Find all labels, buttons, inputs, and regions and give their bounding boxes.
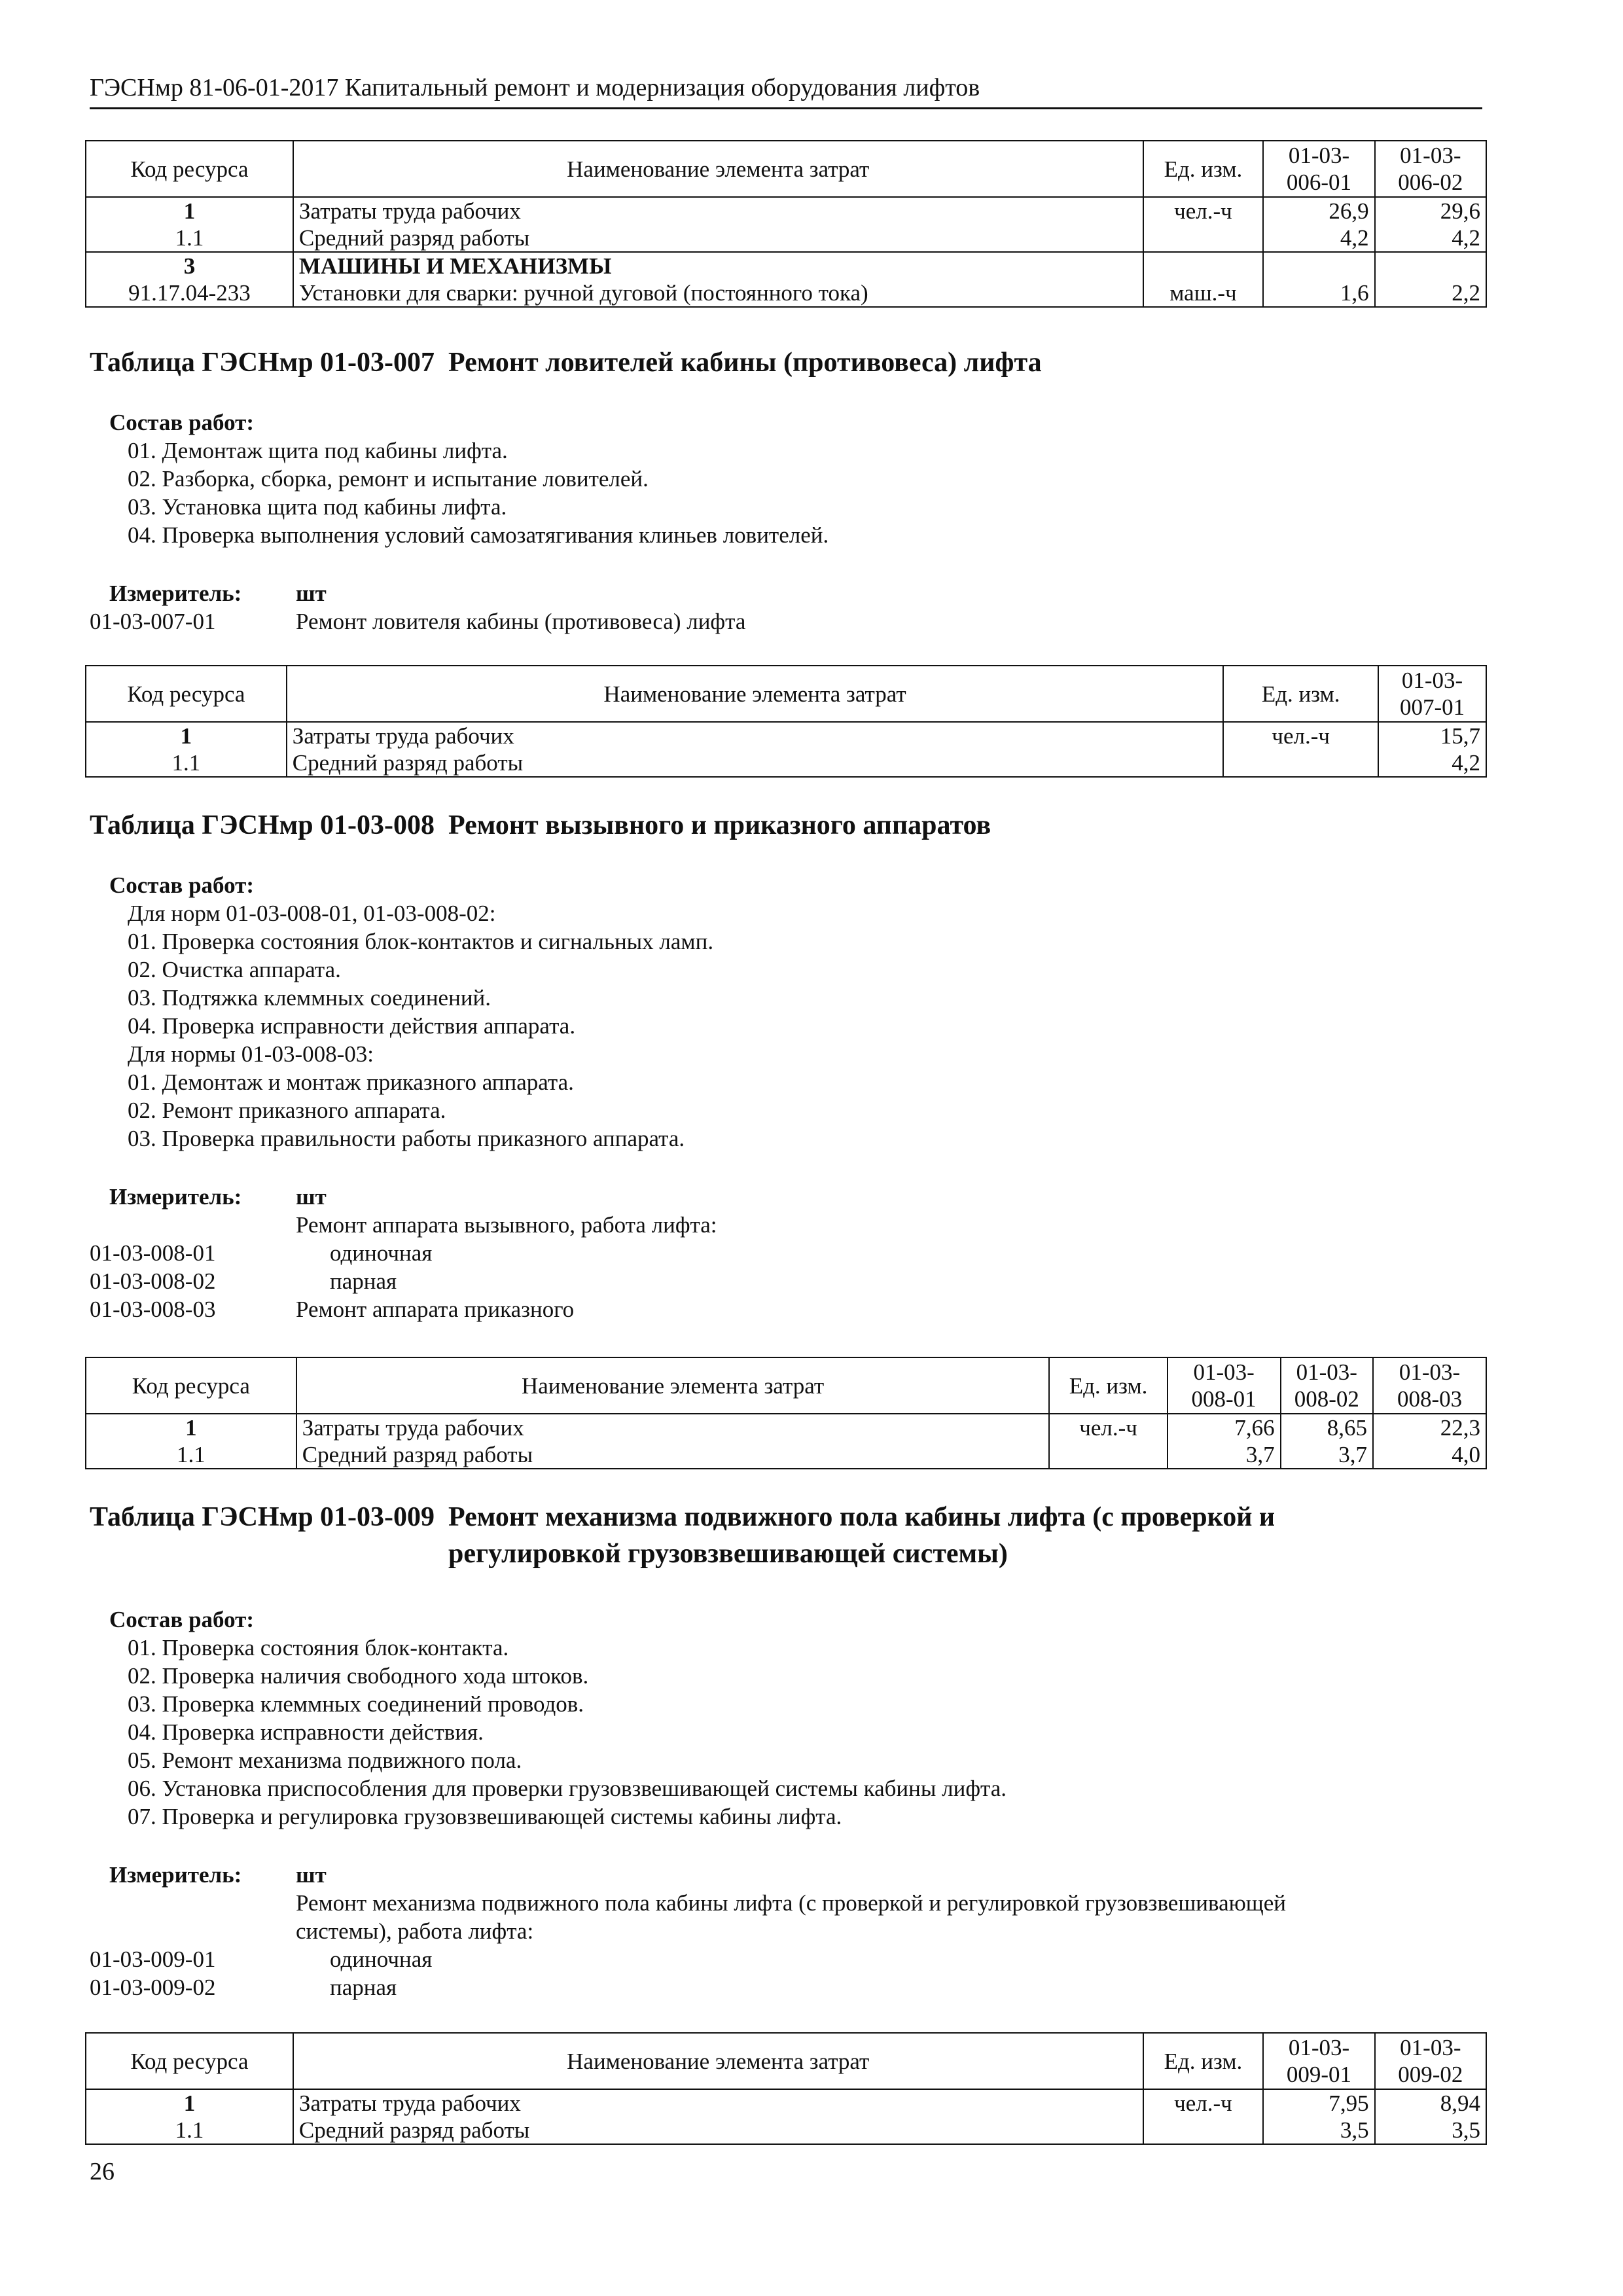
row-unit (1049, 1441, 1167, 1469)
row-unit (1143, 2117, 1264, 2144)
row-name: Установки для сварки: ручной дуговой (постоянного тока) (293, 279, 1143, 307)
row-unit (1143, 252, 1264, 279)
list-item (90, 607, 1497, 636)
table-row (86, 2117, 1486, 2144)
item-code: 01-03-008-01 (90, 1240, 216, 1266)
list-item: 01. Демонтаж щита под кабины лифта. (128, 438, 508, 463)
header-col-1: 01-03- 006-01 (1263, 141, 1374, 197)
item-code: 01-03-007-01 (90, 609, 216, 634)
row-code: 1.1 (86, 749, 287, 777)
header-unit: Ед. изм. (1049, 1357, 1167, 1414)
row-value: 26,9 (1263, 197, 1374, 224)
list-item (90, 1945, 1497, 1973)
table-title: регулировкой грузовзвешивающей системы) (448, 1539, 1008, 1569)
table-number: Таблица ГЭСНмр 01-03-008 (90, 810, 435, 840)
table-row (86, 252, 1486, 279)
row-name: Средний разряд работы (293, 224, 1143, 252)
row-value: 3,5 (1263, 2117, 1374, 2144)
header-col-2: 01-03- 009-02 (1375, 2033, 1486, 2089)
row-value: 4,0 (1373, 1441, 1486, 1469)
header-name: Наименование элемента затрат (293, 2033, 1143, 2089)
page-header: ГЭСНмр 81-06-01-2017 Капитальный ремонт и модернизация оборудования лифтов (90, 73, 1482, 109)
header-col-2: 01-03- 006-02 (1375, 141, 1486, 197)
row-value: 4,2 (1375, 224, 1486, 252)
meter-008 (90, 1183, 1497, 1323)
row-value: 15,7 (1378, 722, 1486, 749)
header-code: Код ресурса (86, 2033, 293, 2089)
row-code: 3 (86, 252, 293, 279)
header-unit: Ед. изм. (1143, 141, 1264, 197)
list-item: 01. Демонтаж и монтаж приказного аппарата. (128, 1069, 574, 1095)
row-code: 1.1 (86, 1441, 296, 1469)
row-value: 7,95 (1263, 2089, 1374, 2117)
item-code: 01-03-009-01 (90, 1946, 216, 1972)
list-item: 01. Проверка состояния блок-контакта. (128, 1635, 509, 1660)
row-unit: чел.-ч (1143, 197, 1264, 224)
list-item: 03. Проверка клеммных соединений проводов. (128, 1691, 584, 1717)
row-name: Затраты труда рабочих (293, 2089, 1143, 2117)
works-009 (90, 1605, 1497, 1831)
list-item: 04. Проверка исправности действия. (128, 1719, 484, 1745)
list-item: 02. Разборка, сборка, ремонт и испытание ловителей. (128, 466, 649, 492)
meter-unit: шт (296, 1184, 327, 1210)
list-item: 03. Подтяжка клеммных соединений. (128, 985, 491, 1011)
table-row (86, 1414, 1486, 1441)
list-item: 02. Проверка наличия свободного хода штоков. (128, 1663, 589, 1689)
list-item: Для нормы 01-03-008-03: (128, 1041, 374, 1067)
list-item: 06. Установка приспособления для проверки грузовзвешивающей системы кабины лифта. (128, 1776, 1007, 1801)
row-value: 22,3 (1373, 1414, 1486, 1441)
item-name: Ремонт ловителя кабины (противовеса) лифта (296, 609, 746, 634)
item-name: парная (330, 1975, 397, 2000)
table-row (86, 197, 1486, 224)
row-name: Средний разряд работы (293, 2117, 1143, 2144)
header-name: Наименование элемента затрат (293, 141, 1143, 197)
row-value: 7,66 (1168, 1414, 1281, 1441)
row-value: 8,65 (1281, 1414, 1373, 1441)
works-label: Состав работ: (109, 410, 254, 435)
row-value (1263, 252, 1374, 279)
row-value: 29,6 (1375, 197, 1486, 224)
list-item: 05. Ремонт механизма подвижного пола. (128, 1748, 522, 1773)
table-row (86, 279, 1486, 307)
header-code: Код ресурса (86, 1357, 296, 1414)
list-item: 03. Установка щита под кабины лифта. (128, 494, 507, 520)
page-number: 26 (90, 2158, 115, 2185)
item-code: 01-03-009-02 (90, 1975, 216, 2000)
header-unit: Ед. изм. (1223, 666, 1378, 722)
meter-009 (90, 1861, 1497, 2001)
table-title: Ремонт вызывного и приказного аппаратов (448, 810, 991, 840)
table-008 (85, 1357, 1487, 1469)
row-code: 1 (86, 1414, 296, 1441)
header-name: Наименование элемента затрат (287, 666, 1224, 722)
item-name: Ремонт аппарата приказного (296, 1297, 575, 1322)
list-item: 04. Проверка выполнения условий самозатягивания клиньев ловителей. (128, 522, 829, 548)
meter-label: Измеритель: (109, 581, 242, 606)
row-unit (1143, 224, 1264, 252)
header-name: Наименование элемента затрат (296, 1357, 1050, 1414)
row-name: Средний разряд работы (287, 749, 1224, 777)
row-value: 4,2 (1263, 224, 1374, 252)
list-item (90, 1239, 1497, 1267)
row-value (1375, 252, 1486, 279)
meter-heading: Ремонт аппарата вызывного, работа лифта: (296, 1212, 717, 1238)
item-name: парная (330, 1268, 397, 1294)
row-code: 1 (86, 197, 293, 224)
item-code: 01-03-008-03 (90, 1297, 216, 1322)
table-row (86, 2089, 1486, 2117)
row-code: 1.1 (86, 224, 293, 252)
row-code: 91.17.04-233 (86, 279, 293, 307)
list-item (90, 1295, 1497, 1323)
table-006 (85, 140, 1487, 308)
row-name: Затраты труда рабочих (287, 722, 1224, 749)
row-name: Средний разряд работы (296, 1441, 1050, 1469)
header-col-1: 01-03- 007-01 (1378, 666, 1486, 722)
table-row (86, 722, 1486, 749)
row-name: Затраты труда рабочих (296, 1414, 1050, 1441)
row-value: 3,7 (1281, 1441, 1373, 1469)
row-code: 1 (86, 722, 287, 749)
list-item: Для норм 01-03-008-01, 01-03-008-02: (128, 901, 496, 926)
list-item: 02. Очистка аппарата. (128, 957, 341, 982)
row-value: 3,7 (1168, 1441, 1281, 1469)
row-value: 2,2 (1375, 279, 1486, 307)
row-value: 8,94 (1375, 2089, 1486, 2117)
table-title: Ремонт ловителей кабины (противовеса) лифта (448, 348, 1042, 378)
row-value: 1,6 (1263, 279, 1374, 307)
list-item: 07. Проверка и регулировка грузовзвешивающей системы кабины лифта. (128, 1804, 842, 1829)
row-code: 1 (86, 2089, 293, 2117)
meter-label: Измеритель: (109, 1184, 242, 1210)
header-unit: Ед. изм. (1143, 2033, 1264, 2089)
list-item: 04. Проверка исправности действия аппарата. (128, 1013, 576, 1039)
item-name: одиночная (330, 1946, 433, 1972)
row-name: МАШИНЫ И МЕХАНИЗМЫ (293, 252, 1143, 279)
row-unit (1223, 749, 1378, 777)
row-code: 1.1 (86, 2117, 293, 2144)
table-title: Ремонт механизма подвижного пола кабины лифта (с проверкой и (448, 1502, 1275, 1532)
row-unit: маш.-ч (1143, 279, 1264, 307)
header-col-2: 01-03- 008-02 (1281, 1357, 1373, 1414)
table-009 (85, 2032, 1487, 2145)
meter-unit: шт (296, 1862, 327, 1888)
header-col-1: 01-03- 009-01 (1263, 2033, 1374, 2089)
table-row (86, 1441, 1486, 1469)
table-number: Таблица ГЭСНмр 01-03-009 (90, 1502, 435, 1532)
list-item: 01. Проверка состояния блок-контактов и сигнальных ламп. (128, 929, 714, 954)
list-item: 03. Проверка правильности работы приказного аппарата. (128, 1126, 685, 1151)
list-item (90, 1973, 1497, 2001)
meter-unit: шт (296, 581, 327, 606)
meter-label: Измеритель: (109, 1862, 242, 1888)
table-007 (85, 665, 1487, 778)
table-number: Таблица ГЭСНмр 01-03-007 (90, 348, 435, 378)
section-title-007 (90, 344, 1042, 381)
row-unit: чел.-ч (1143, 2089, 1264, 2117)
works-007 (90, 408, 1497, 549)
meter-007 (90, 579, 1497, 636)
table-row (86, 749, 1486, 777)
row-value: 3,5 (1375, 2117, 1486, 2144)
row-name: Затраты труда рабочих (293, 197, 1143, 224)
header-col-3: 01-03- 008-03 (1373, 1357, 1486, 1414)
section-title-009 (90, 1499, 1275, 1572)
item-name: одиночная (330, 1240, 433, 1266)
table-row (86, 224, 1486, 252)
row-unit: чел.-ч (1049, 1414, 1167, 1441)
header-code: Код ресурса (86, 666, 287, 722)
section-title-008 (90, 807, 991, 844)
works-label: Состав работ: (109, 1607, 254, 1632)
list-item (90, 1267, 1497, 1295)
header-code: Код ресурса (86, 141, 293, 197)
meter-heading: Ремонт механизма подвижного пола кабины лифта (с проверкой и регулировкой грузовзвешивающей системы), работа лифта: (296, 1890, 1286, 1944)
list-item: 02. Ремонт приказного аппарата. (128, 1098, 446, 1123)
works-label: Состав работ: (109, 872, 254, 898)
row-unit: чел.-ч (1223, 722, 1378, 749)
item-code: 01-03-008-02 (90, 1268, 216, 1294)
row-value: 4,2 (1378, 749, 1486, 777)
works-008 (90, 871, 1497, 1153)
header-col-1: 01-03- 008-01 (1168, 1357, 1281, 1414)
